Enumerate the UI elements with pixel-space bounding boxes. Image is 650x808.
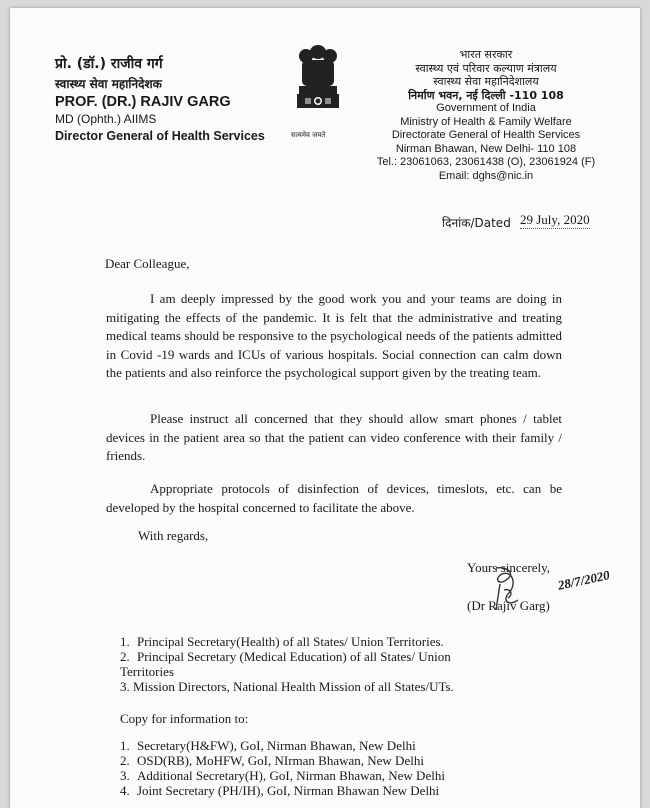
salutation: Dear Colleague, — [105, 256, 190, 271]
date-value: 29 July, 2020 — [520, 212, 590, 227]
recipient-text: Principal Secretary (Medical Education) of all States/ Union Territories — [120, 649, 451, 679]
address-line: Ministry of Health & Family Welfare — [400, 115, 572, 128]
ministry-address-block — [366, 48, 606, 183]
recipient-number: 3. — [120, 679, 130, 694]
paragraph-text: Please instruct all concerned that they should allow smart phones / tablet devices in the patient area so that the patient can video conference with their family / friends. — [106, 411, 562, 463]
body-paragraph — [106, 290, 562, 383]
recipient-item — [120, 649, 500, 679]
paragraph-text: Appropriate protocols of disinfection of devices, timeslots, etc. can be developed by the hospital concerned to facilitate the above. — [106, 481, 562, 515]
national-emblem-icon — [293, 40, 343, 130]
address-line: Tel.: 23061063, 23061438 (O), 23061924 (F) — [376, 156, 596, 168]
recipient-number: 2. — [120, 649, 130, 664]
recipient-item — [120, 679, 454, 694]
copy-item — [120, 768, 445, 783]
emblem-motto: सत्यमेव जयते — [291, 131, 326, 139]
copy-number: 2. — [120, 753, 130, 768]
recipient-item — [120, 634, 444, 649]
copy-item — [120, 783, 439, 798]
copy-number: 3. — [120, 768, 130, 783]
copy-number: 4. — [120, 783, 130, 798]
address-line: स्वास्थ्य सेवा महानिदेशालय — [433, 75, 539, 88]
signature-date: 28/7/2020 — [556, 567, 612, 593]
designation: Director General of Health Services — [55, 129, 265, 143]
recipient-number: 1. — [120, 634, 130, 649]
copy-text: OSD(RB), MoHFW, GoI, NIrman Bhawan, New Delhi — [137, 753, 424, 768]
copy-item — [120, 753, 424, 768]
address-line: Email: dghs@nic.in — [438, 169, 534, 182]
closing: With regards, — [138, 528, 209, 543]
hindi-name: प्रो. (डॉ.) राजीव गर्ग — [55, 56, 163, 72]
paragraph-text: I am deeply impressed by the good work you and your teams are doing in mitigating the effects of the pandemic. It is felt that the administrative and treating medical teams should be responsive to the psychological needs of the patients admitted in Covid -19 wards and ICUs of various hospitals. Social connection can calm down the patients and also reinforce the psychological support given by the treating team. — [106, 291, 562, 380]
recipient-text: Principal Secretary(Health) of all States/ Union Territories. — [137, 634, 444, 649]
signatory-name: (Dr Rajiv Garg) — [467, 598, 550, 613]
address-line: भारत सरकार — [459, 48, 513, 61]
copy-item — [120, 738, 416, 753]
copy-text: Secretary(H&FW), GoI, Nirman Bhawan, New Delhi — [137, 738, 416, 753]
date-label: दिनांक/Dated — [442, 216, 511, 230]
address-line: Nirman Bhawan, New Delhi- 110 108 — [395, 142, 577, 155]
official-name: PROF. (DR.) RAJIV GARG — [55, 94, 231, 110]
address-line: Government of India — [436, 102, 536, 114]
body-paragraph — [106, 480, 562, 517]
copy-text: Joint Secretary (PH/IH), GoI, Nirman Bhawan New Delhi — [137, 783, 440, 798]
address-line: Directorate General of Health Services — [391, 129, 581, 141]
copy-heading: Copy for information to: — [120, 711, 249, 726]
national-emblem — [293, 40, 343, 130]
address-line: स्वास्थ्य एवं परिवार कल्याण मंत्रालय — [415, 61, 557, 75]
qualification: MD (Ophth.) AIIMS — [55, 112, 157, 126]
body-paragraph — [106, 410, 562, 466]
copy-number: 1. — [120, 738, 130, 753]
recipient-text: Mission Directors, National Health Mission of all States/UTs. — [133, 679, 454, 694]
sign-off: Yours sincerely, — [467, 560, 551, 575]
address-line: निर्माण भवन, नई दिल्ली -110 108 — [408, 88, 564, 102]
hindi-title: स्वास्थ्य सेवा महानिदेशक — [55, 77, 162, 91]
letter-page — [10, 8, 640, 808]
copy-text: Additional Secretary(H), GoI, Nirman Bhawan, New Delhi — [137, 768, 445, 783]
